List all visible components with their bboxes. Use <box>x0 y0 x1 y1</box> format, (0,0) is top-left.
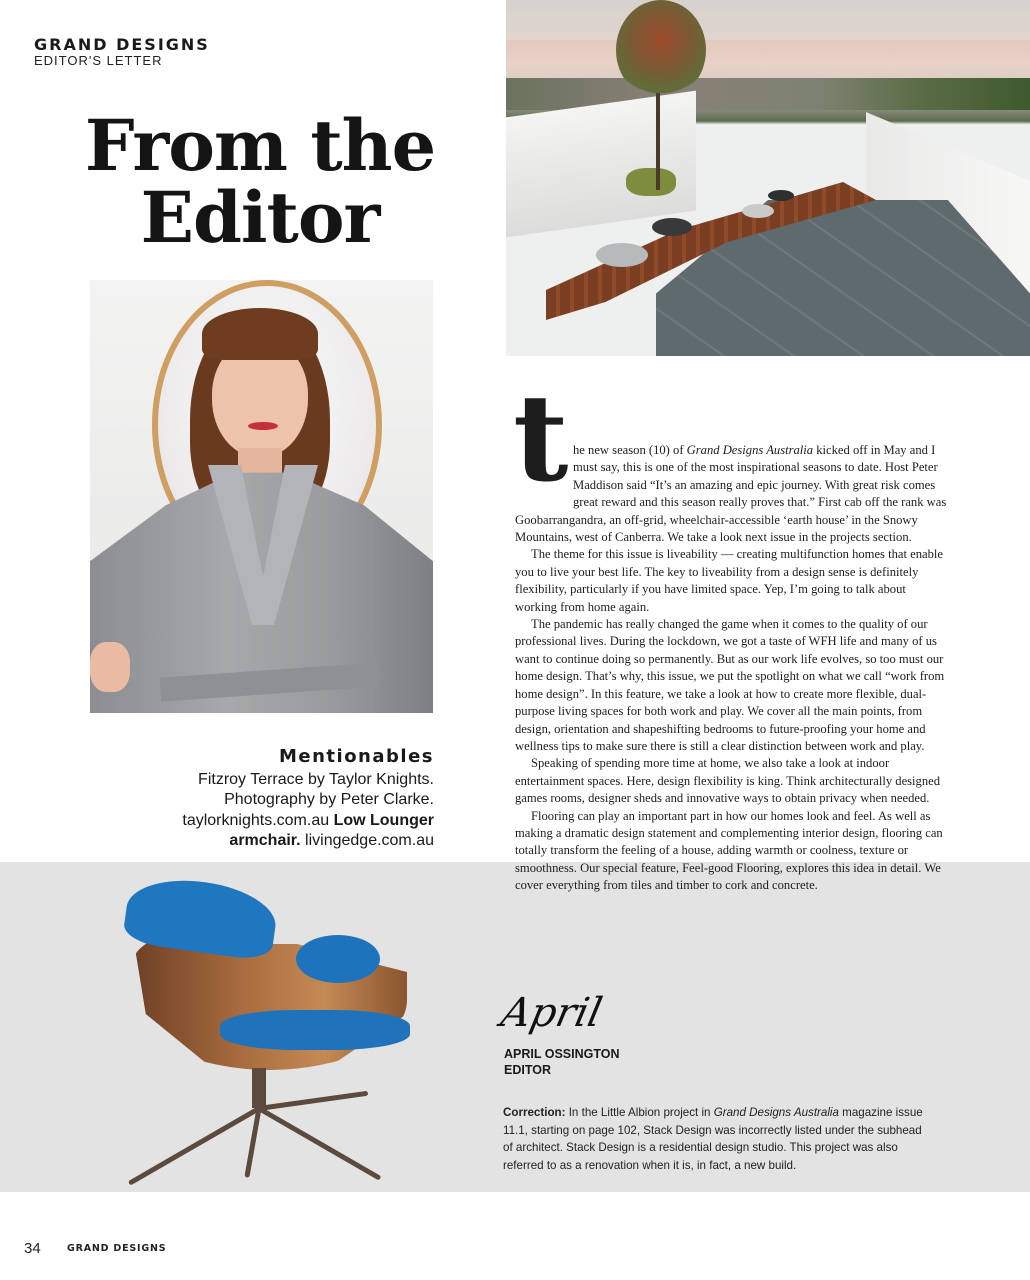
magazine-name: GRAND DESIGNS <box>34 35 210 54</box>
paragraph-3: The pandemic has really changed the game when it comes to the quality of our professional lives. During the lockdown, we got a taste of WFH life and many of us want to continue doing so permanently. But as our work life evolves, so too must our home design. That’s why, this issue, we put the spotlight on what we call “work from home design”. In this feature, we take a look at how to create more flexible, dual-purpose living spaces for both work and play. We cover all the main points, from design, orientation and shapeshifting bedrooms to future-proofing your home and wellness tips to make sure there is still a clear distinction between work and play. <box>515 617 945 753</box>
editor-byline <box>504 1047 620 1078</box>
paragraph-5: Flooring can play an important part in how our homes look and feel. As well as making a dramatic design statement and complementing interior design, flooring can totally transform the feeling of a house, adding warmth or coolness, texture or smoothness. Our special feature, Feel-good Flooring, explores this idea in detail. We cover everything from tiles and timber to cork and concrete. <box>515 808 943 893</box>
low-lounger-armchair-photo <box>110 880 410 1180</box>
editor-name: APRIL OSSINGTON <box>504 1047 620 1061</box>
footer-magazine-name: GRAND DESIGNS <box>67 1243 167 1254</box>
paragraph-4: Speaking of spending more time at home, we also take a look at indoor entertainment spaces. Here, design flexibility is king. Think architecturally designed games rooms, designer sheds and innovative ways to obtain privacy when needed. <box>515 756 941 806</box>
paragraph-1 <box>513 368 947 546</box>
title-line-2: Editor <box>140 176 380 259</box>
correction-magazine: Grand Designs Australia <box>713 1106 839 1119</box>
credits-product-type: armchair. <box>229 832 301 849</box>
mentionables-credits <box>120 747 434 852</box>
paragraph-2: The theme for this issue is liveability — creating multifunction homes that enable you to live your best life. The key to liveability from a design sense is definitely flexibility, particularly if you have limited space. Yep, I’m going to talk about working from home again. <box>515 547 943 614</box>
editor-role: EDITOR <box>504 1062 551 1077</box>
paragraph-1-rest: kicked off in May and I must say, this is one of the most inspirational seasons to date. Host Peter Maddison said “It’s an amazing and epic journey. With great risk comes great reward and this season really proves that.” First cab off the rank was Goobarrangandra, an off-grid, wheelchair-accessible ‘earth house’ in the Snowy Mountains, west of Canberra. We take a look next issue in the projects section. <box>515 443 947 545</box>
credits-url-1[interactable]: taylorknights.com.au <box>182 811 330 829</box>
editor-signature: April <box>497 990 607 1036</box>
credits-line-4 <box>120 831 434 852</box>
section-label: EDITOR'S LETTER <box>34 53 163 68</box>
editor-letter-body <box>513 368 947 895</box>
show-title: Grand Designs Australia <box>686 443 814 457</box>
paragraph-1-start: he new season (10) of <box>573 443 687 457</box>
editor-portrait-photo <box>90 280 433 713</box>
correction-note <box>503 1104 931 1174</box>
credits-line-1: Fitzroy Terrace by Taylor Knights. <box>198 770 434 788</box>
correction-text-rest: magazine issue 11.1, starting on page 102, Stack Design was incorrectly listed under the subhead of architect. Stack Design is a residential design studio. This project was also referred to as a renovation when it is, in fact, a new build. <box>503 1106 923 1172</box>
page-title <box>60 104 460 259</box>
correction-text-start: In the Little Albion project in <box>565 1106 714 1119</box>
correction-label: Correction: <box>503 1106 566 1119</box>
drop-cap: t <box>513 368 569 509</box>
credits-line-3 <box>120 811 434 832</box>
credits-line-2: Photography by Peter Clarke. <box>224 791 434 808</box>
rooftop-terrace-photo <box>506 0 1030 356</box>
title-line-1: From the <box>84 104 436 187</box>
page-number: 34 <box>24 1240 41 1257</box>
credits-url-2[interactable]: livingedge.com.au <box>305 832 434 849</box>
credits-product: Low Lounger <box>333 811 434 829</box>
credits-heading: Mentionables <box>278 746 434 767</box>
